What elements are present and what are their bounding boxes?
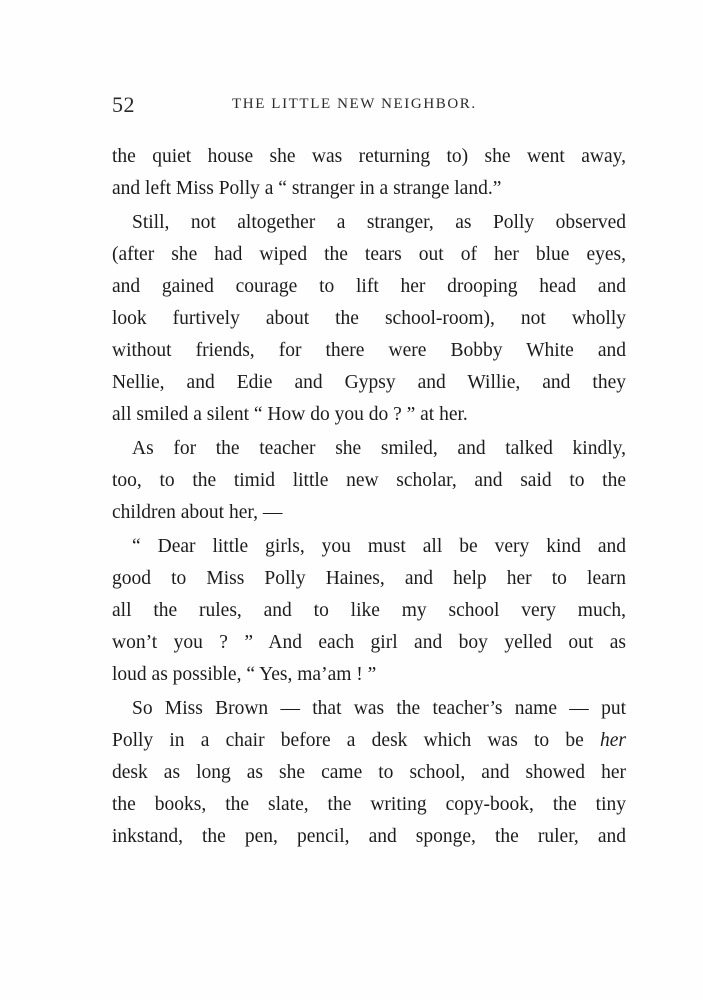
paragraph-first-line: As for the teacher she smiled, and talked kindly, [132, 438, 626, 459]
text-line: the quiet house she was returning to) she went away, [112, 146, 626, 167]
text-line: and gained courage to lift her drooping head and [112, 276, 626, 297]
paragraph-first-line: “ Dear little girls, you must all be very kind and [132, 536, 626, 557]
text-line: and left Miss Polly a “ stranger in a strange land.” [112, 178, 502, 199]
body-text [112, 141, 626, 853]
text-line: too, to the timid little new scholar, and said to the [112, 470, 626, 491]
text-line: the books, the slate, the writing copy-book, the tiny [112, 794, 626, 815]
text-line: all the rules, and to like my school very much, [112, 600, 626, 621]
running-title: THE LITTLE NEW NEIGHBOR. [232, 96, 477, 112]
running-head [112, 92, 626, 122]
text-line: won’t you ? ” And each girl and boy yelled out as [112, 632, 626, 653]
text-line: loud as possible, “ Yes, ma’am ! ” [112, 664, 377, 685]
text-line: Nellie, and Edie and Gypsy and Willie, and they [112, 372, 626, 393]
text-line [112, 725, 626, 757]
text-line: look furtively about the school-room), not wholly [112, 308, 626, 329]
page-number: 52 [112, 92, 135, 117]
text-line: (after she had wiped the tears out of her blue eyes, [112, 244, 626, 265]
emphasized-word: her [600, 730, 626, 751]
text-line-segment: Polly in a chair before a desk which was to be [112, 730, 600, 751]
text-line: without friends, for there were Bobby White and [112, 340, 626, 361]
text-line: inkstand, the pen, pencil, and sponge, the ruler, and [112, 826, 626, 847]
text-line: desk as long as she came to school, and showed her [112, 762, 626, 783]
paragraph-first-line: So Miss Brown — that was the teacher’s name — put [132, 698, 626, 719]
text-line: children about her, — [112, 502, 283, 523]
text-line: good to Miss Polly Haines, and help her to learn [112, 568, 626, 589]
paragraph-first-line: Still, not altogether a stranger, as Polly observed [132, 212, 626, 233]
text-line: all smiled a silent “ How do you do ? ” at her. [112, 404, 468, 425]
